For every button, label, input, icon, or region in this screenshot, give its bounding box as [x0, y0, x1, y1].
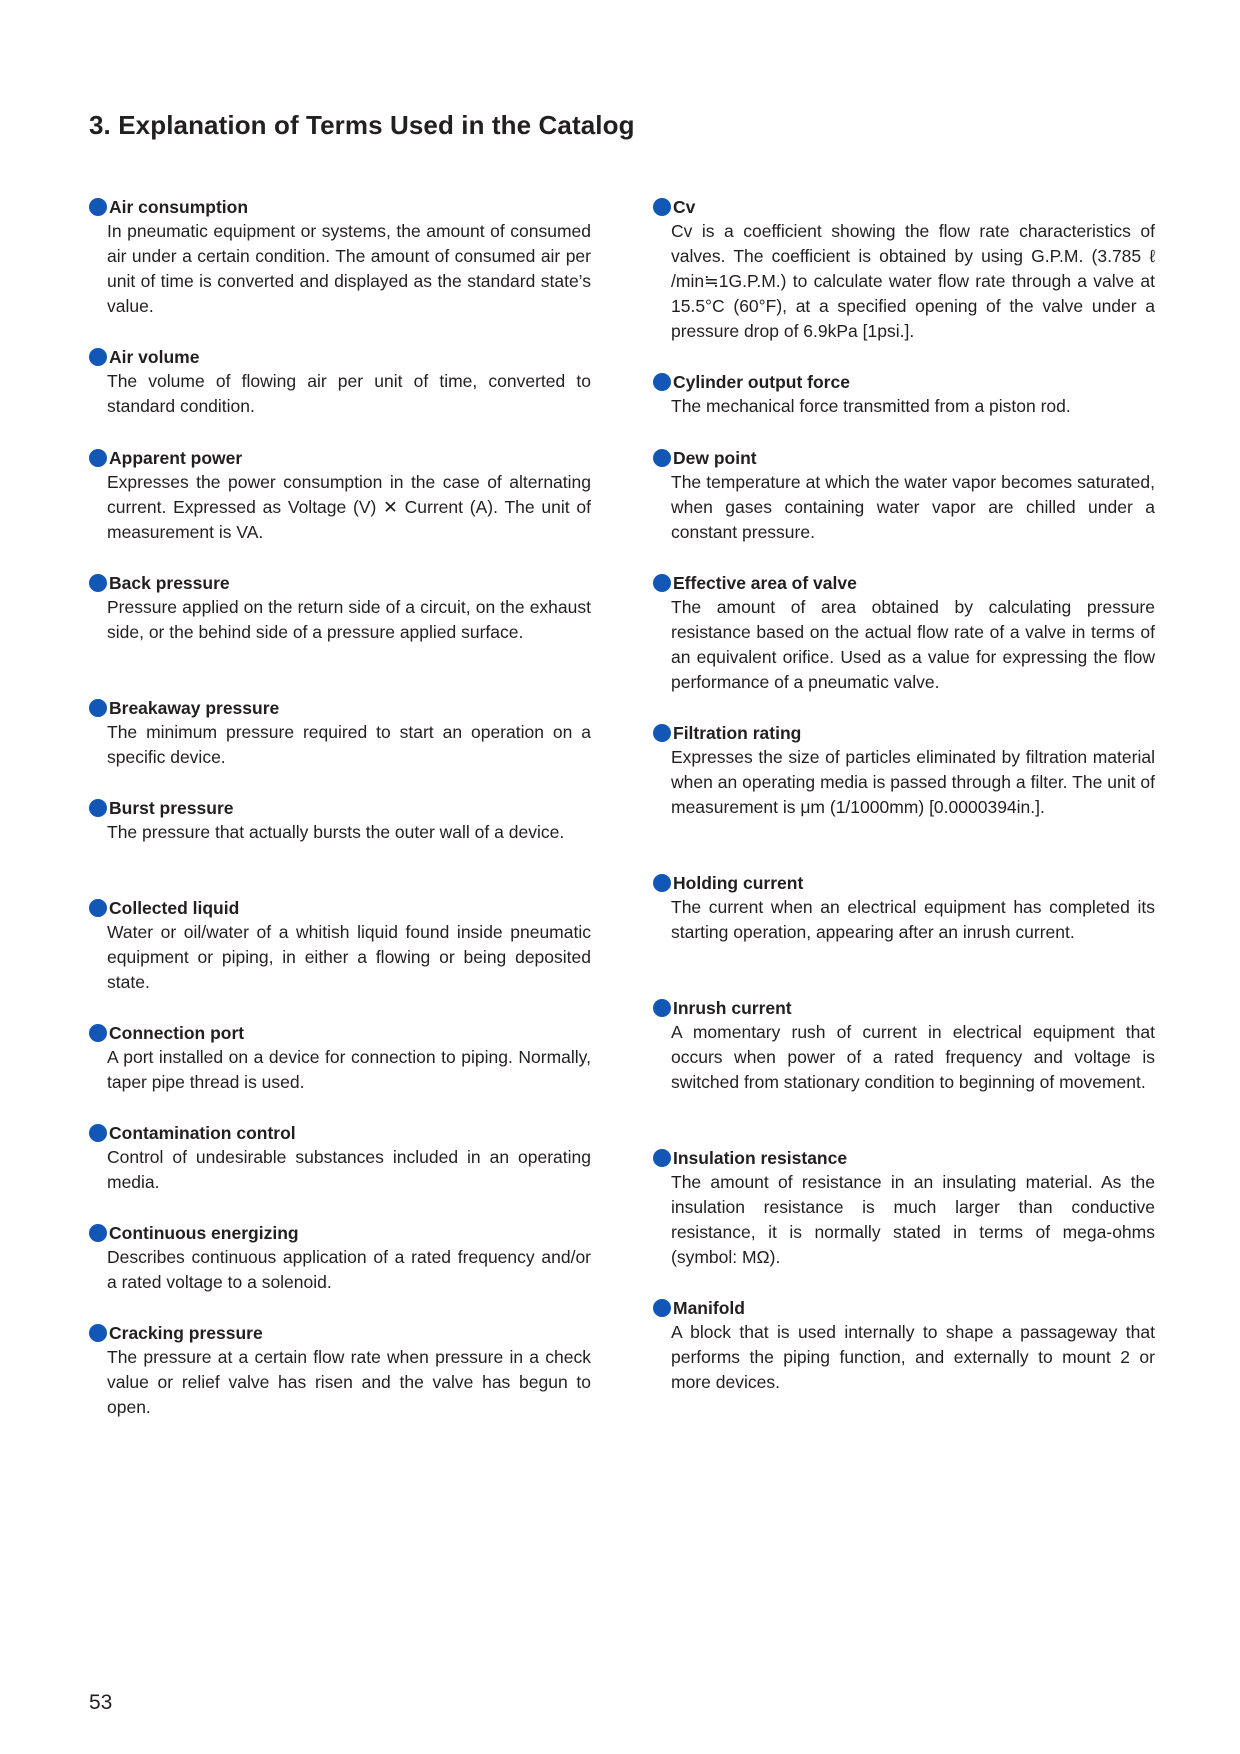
bullet-icon — [89, 1124, 107, 1142]
term-heading — [89, 896, 594, 920]
term-entry — [89, 195, 594, 319]
term-entry — [89, 1321, 594, 1420]
bullet-icon — [89, 198, 107, 216]
term-heading — [89, 1121, 594, 1145]
term-description: Control of undesirable substances included in an operating media. — [107, 1147, 591, 1192]
term-entry — [653, 996, 1158, 1095]
term-description: The amount of area obtained by calculating pressure resistance based on the actual flow rate of a valve in terms of an equivalent orifice. Used as a value for expressing the flow performance of a pneumatic valve. — [671, 597, 1155, 692]
term-description: The volume of flowing air per unit of time, converted to standard condition. — [107, 371, 591, 416]
term-entry — [653, 721, 1158, 820]
term-entry — [89, 446, 594, 545]
bullet-icon — [89, 1324, 107, 1342]
term-description: Pressure applied on the return side of a circuit, on the exhaust side, or the behind side of a pressure applied surface. — [107, 597, 591, 642]
term-heading — [89, 796, 594, 820]
term-entry — [89, 1121, 594, 1195]
term-label: Breakaway pressure — [109, 697, 280, 718]
bullet-icon — [89, 699, 107, 717]
term-label: Filtration rating — [673, 722, 802, 743]
term-entry — [653, 1146, 1158, 1270]
term-heading — [653, 446, 1158, 470]
bullet-icon — [89, 574, 107, 592]
bullet-icon — [89, 899, 107, 917]
term-label: Cracking pressure — [109, 1322, 263, 1343]
term-label: Dew point — [673, 447, 757, 468]
term-description: A block that is used internally to shape a passageway that performs the piping function, and externally to mount 2 or more devices. — [671, 1322, 1155, 1392]
term-description: The amount of resistance in an insulating material. As the insulation resistance is much larger than conductive resistance, it is normally stated in terms of mega-ohms (symbol: MΩ). — [671, 1172, 1155, 1267]
term-entry — [89, 1221, 594, 1295]
term-label: Contamination control — [109, 1122, 296, 1143]
term-label: Holding current — [673, 872, 804, 893]
term-label: Burst pressure — [109, 797, 234, 818]
term-label: Air consumption — [109, 196, 249, 217]
page-title: 3. Explanation of Terms Used in the Catalog — [89, 110, 635, 140]
term-heading — [653, 370, 1158, 394]
term-label: Manifold — [673, 1297, 745, 1318]
term-label: Cylinder output force — [673, 371, 850, 392]
bullet-icon — [653, 1149, 671, 1167]
bullet-icon — [89, 348, 107, 366]
bullet-icon — [653, 373, 671, 391]
term-heading — [89, 446, 594, 470]
term-heading — [89, 1321, 594, 1345]
bullet-icon — [653, 999, 671, 1017]
term-description: A momentary rush of current in electrical equipment that occurs when power of a rated frequency and voltage is switched from stationary condition to beginning of movement. — [671, 1022, 1155, 1092]
term-heading — [89, 571, 594, 595]
term-entry — [89, 796, 594, 845]
term-entry — [653, 571, 1158, 695]
term-heading — [653, 571, 1158, 595]
term-label: Cv — [673, 196, 696, 217]
bullet-icon — [653, 449, 671, 467]
term-description: The current when an electrical equipment has completed its starting operation, appearing after an inrush current. — [671, 897, 1155, 942]
term-entry — [653, 871, 1158, 945]
bullet-icon — [653, 874, 671, 892]
term-heading — [89, 195, 594, 219]
bullet-icon — [653, 724, 671, 742]
term-label: Connection port — [109, 1022, 245, 1043]
term-heading — [653, 1146, 1158, 1170]
term-label: Inrush current — [673, 997, 792, 1018]
bullet-icon — [89, 449, 107, 467]
term-entry — [89, 1021, 594, 1095]
term-entry — [89, 345, 594, 419]
term-entry — [89, 571, 594, 645]
term-heading — [89, 1021, 594, 1045]
term-label: Apparent power — [109, 447, 243, 468]
term-description: Expresses the size of particles eliminated by filtration material when an operating media is passed through a filter. The unit of measurement is μm (1/1000mm) [0.0000394in.]. — [671, 747, 1155, 817]
term-description: Describes continuous application of a rated frequency and/or a rated voltage to a solenoid. — [107, 1247, 591, 1292]
term-description: Expresses the power consumption in the case of alternating current. Expressed as Voltage (V) ✕ Current (A). The unit of measurement is VA. — [107, 472, 591, 542]
term-description: Cv is a coefficient showing the flow rate characteristics of valves. The coefficient is obtained by using G.P.M. (3.785 ℓ /min≒1G.P.M.) to calculate water flow rate through a valve at 15.5°C (60°F), at a specified opening of the valve under a pressure drop of 6.9kPa [1psi.]. — [671, 221, 1155, 341]
term-entry — [89, 896, 594, 995]
term-entry — [653, 195, 1158, 344]
term-label: Insulation resistance — [673, 1147, 848, 1168]
page-number: 53 — [89, 1691, 113, 1714]
term-entry — [653, 446, 1158, 545]
term-label: Effective area of valve — [673, 572, 857, 593]
term-entry — [653, 1296, 1158, 1395]
term-label: Air volume — [109, 346, 200, 367]
term-heading — [653, 1296, 1158, 1320]
term-heading — [653, 871, 1158, 895]
term-heading — [653, 721, 1158, 745]
bullet-icon — [89, 1224, 107, 1242]
term-heading — [89, 1221, 594, 1245]
term-entry — [89, 696, 594, 770]
term-heading — [89, 345, 594, 369]
term-label: Back pressure — [109, 572, 230, 593]
term-description: The mechanical force transmitted from a piston rod. — [671, 396, 1071, 416]
term-label: Collected liquid — [109, 897, 240, 918]
bullet-icon — [89, 1024, 107, 1042]
term-label: Continuous energizing — [109, 1222, 299, 1243]
term-description: Water or oil/water of a whitish liquid found inside pneumatic equipment or piping, in either a flowing or being deposited state. — [107, 922, 591, 992]
bullet-icon — [89, 799, 107, 817]
term-description: The temperature at which the water vapor becomes saturated, when gases containing water vapor are chilled under a constant pressure. — [671, 472, 1155, 542]
term-heading — [653, 996, 1158, 1020]
bullet-icon — [653, 198, 671, 216]
term-heading — [89, 696, 594, 720]
term-entry — [653, 370, 1158, 419]
bullet-icon — [653, 574, 671, 592]
term-description: The pressure that actually bursts the outer wall of a device. — [107, 822, 565, 842]
term-heading — [653, 195, 1158, 219]
term-description: The minimum pressure required to start an operation on a specific device. — [107, 722, 591, 767]
term-description: In pneumatic equipment or systems, the amount of consumed air under a certain condition. The amount of consumed air per unit of time is converted and displayed as the standard state’s value. — [107, 221, 591, 316]
term-description: A port installed on a device for connection to piping. Normally, taper pipe thread is used. — [107, 1047, 591, 1092]
term-description: The pressure at a certain flow rate when pressure in a check value or relief valve has risen and the valve has begun to open. — [107, 1347, 591, 1417]
bullet-icon — [653, 1299, 671, 1317]
